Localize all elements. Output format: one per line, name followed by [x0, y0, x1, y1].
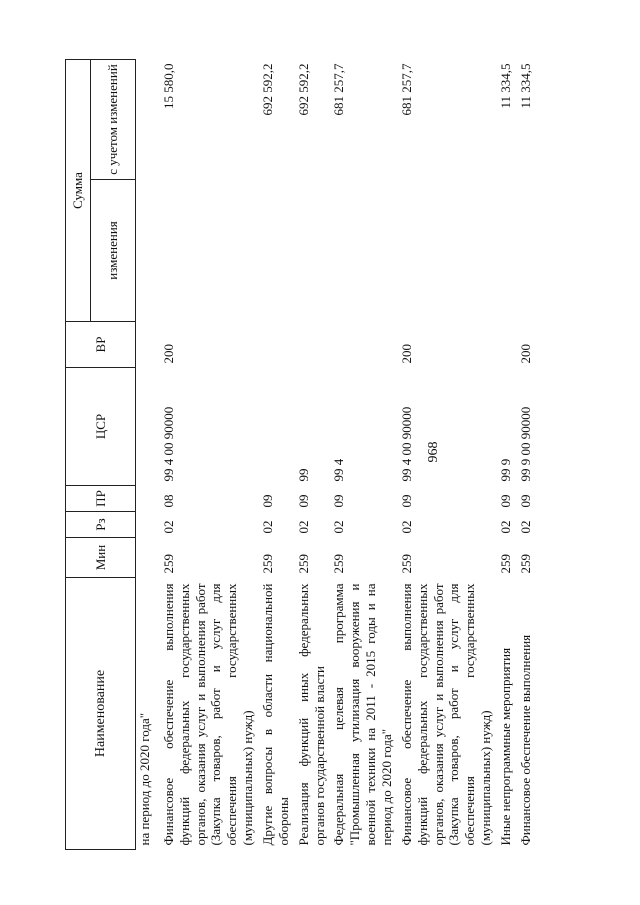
row-csr: 99 — [295, 468, 311, 482]
row-total: 11 334,5 — [498, 63, 514, 109]
row-rz: 02 — [517, 520, 533, 534]
row-min: 259 — [331, 554, 347, 574]
row-name: на период до 2020 года" — [137, 712, 152, 846]
row-name: Реализация функций иных федеральных органов государственной власти — [295, 583, 327, 846]
row-vr: 200 — [517, 344, 533, 364]
row-name: Финансовое обеспечение выполнения функций федеральных государственных органов, оказания услуг и выполнения работ (Закупка товаров, работ и услуг для обеспечения государственных (муниципальных) нужд) — [160, 583, 256, 846]
row-vr — [294, 322, 330, 368]
table-row — [397, 60, 496, 850]
row-vr — [496, 322, 516, 368]
row-csr: 99 9 00 90000 — [517, 406, 533, 482]
header-vr: ВР — [66, 322, 136, 368]
budget-table — [65, 59, 536, 850]
row-total: 11 334,5 — [517, 63, 533, 109]
row-rz — [136, 512, 159, 538]
row-csr — [136, 368, 159, 486]
row-pr — [136, 486, 159, 512]
row-rz: 02 — [260, 520, 276, 534]
row-csr: 99 4 00 90000 — [398, 406, 414, 482]
row-total: 681 257,7 — [331, 63, 347, 116]
row-vr — [136, 322, 159, 368]
header-changes: изменения — [91, 180, 136, 322]
header-min: Мин — [66, 538, 136, 578]
table-row — [159, 60, 258, 850]
row-name: Другие вопросы в области национальной обороны — [260, 583, 291, 846]
row-changes — [136, 180, 159, 322]
row-min: 259 — [498, 554, 514, 574]
row-min: 259 — [160, 554, 176, 574]
rotated-page-content — [65, 60, 585, 850]
table-row — [258, 60, 294, 850]
page-number: 968 — [426, 441, 441, 463]
row-min: 259 — [295, 554, 311, 574]
header-pr: ПР — [66, 486, 136, 512]
header-name: Наименование — [66, 578, 136, 850]
row-changes — [516, 180, 536, 322]
header-csr: ЦСР — [66, 368, 136, 486]
row-total: 681 257,7 — [398, 63, 414, 116]
row-min: 259 — [260, 554, 276, 574]
row-changes — [159, 180, 258, 322]
row-total: 15 580,0 — [160, 63, 176, 109]
table-row — [496, 60, 516, 850]
table-row — [329, 60, 396, 850]
row-min: 259 — [517, 554, 533, 574]
row-min — [136, 538, 159, 578]
table-row — [136, 60, 159, 850]
row-min: 259 — [398, 554, 414, 574]
table-row — [516, 60, 536, 850]
row-name: Федеральная целевая программа "Промышленная утилизация вооружения и военной техники на 2011 - 2015 годы и на период до 2020 года" — [331, 583, 395, 846]
row-pr: 09 — [295, 494, 311, 508]
row-name: Финансовое обеспечение выполнения функций федеральных государственных органов, оказания услуг и выполнения работ (Закупка товаров, работ и услуг для обеспечения государственных (муниципальных) нужд) — [398, 583, 494, 846]
row-rz: 02 — [331, 520, 347, 534]
table-row — [294, 60, 330, 850]
row-rz: 02 — [398, 520, 414, 534]
row-csr: 99 9 — [498, 458, 514, 482]
row-vr: 200 — [398, 344, 414, 364]
row-name: Иные непрограммные мероприятия — [498, 647, 514, 846]
row-total: 692 592,2 — [260, 63, 276, 116]
row-pr: 09 — [498, 494, 514, 508]
row-pr: 09 — [331, 494, 347, 508]
row-changes — [329, 180, 396, 322]
row-csr: 99 4 00 90000 — [160, 406, 176, 482]
row-pr: 09 — [517, 494, 533, 508]
row-rz: 02 — [160, 520, 176, 534]
header-summa: Сумма — [66, 60, 91, 322]
row-changes — [258, 180, 294, 322]
row-csr: 99 4 — [331, 458, 347, 482]
row-changes — [294, 180, 330, 322]
header-rz: Рз — [66, 512, 136, 538]
row-changes — [397, 180, 496, 322]
table-body — [136, 60, 536, 850]
row-changes — [496, 180, 516, 322]
row-pr: 09 — [398, 494, 414, 508]
table-header — [66, 60, 136, 850]
row-rz: 02 — [498, 520, 514, 534]
row-vr — [258, 322, 294, 368]
row-pr: 09 — [260, 494, 276, 508]
row-total: 692 592,2 — [295, 63, 311, 116]
row-vr: 200 — [160, 344, 176, 364]
row-pr: 08 — [160, 494, 176, 508]
header-with-changes: с учетом изменений — [91, 60, 136, 180]
row-name: Финансовое обеспечение выполнения — [517, 634, 533, 846]
row-rz: 02 — [295, 520, 311, 534]
row-csr — [258, 368, 294, 486]
row-vr — [329, 322, 396, 368]
row-total — [136, 60, 159, 180]
